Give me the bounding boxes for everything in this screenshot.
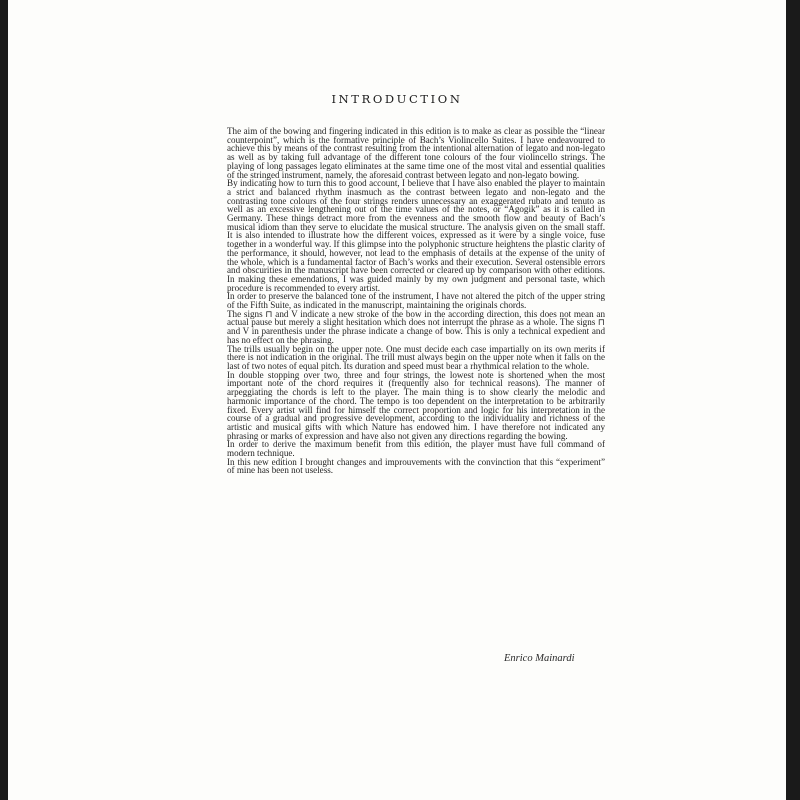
- book-page: [8, 0, 786, 800]
- paragraph-indicating: By indicating how to turn this to good account, I believe that I have also enabled the player to maintain a strict and balanced rhythm inasmuch as the contrast between legato and non-legato and the contrasting tone colours of the four strings renders unnecessary an exaggerated rubato and tenuto as well as an excessive lengthening out of the time values of the notes, or “Agogik” as it is called in Germany. These things detract more from the evenness and the smooth flow and beauty of Bach’s musical idiom than they serve to elucidate the musical structure. The analysis given on the small staff. It is also intended to illustrate how the different voices, expressed as it were by a single voice, fuse together in a wonderful way. If this glimpse into the polyphonic structure heightens the plastic clarity of the performance, it should, however, not lead to the emphasis of details at the expense of the unity of the whole, which is a fundamental factor of Bach’s works and their execution. Several ostensible errors and obscurities in the manuscript have been corrected or cleared up by comparison with other editions. In making these emendations, I was guided mainly by my own judgment and personal taste, which procedure is recommended to every artist.: [227, 178, 605, 293]
- paragraph-pitch: In order to preserve the balanced tone of the instrument, I have not altered the pitch of the upper string of the Fifth Suite, as indicated in the manuscript, maintaining the originals chords.: [227, 291, 605, 311]
- paragraph-trills: The trills usually begin on the upper note. One must decide each case impartially on its own merits if there is not indication in the original. The trill must always begin on the upper note when it falls on the last of two notes of equal pitch. Its duration and speed must bear a rhythmical relation to the whole.: [227, 343, 605, 371]
- page-title: INTRODUCTION: [331, 92, 463, 106]
- author-signature: Enrico Mainardi: [504, 653, 575, 664]
- paragraph-new-edition: In this new edition I brought changes and improuvements with the convinction that this “experiment” of mine has been not useless.: [227, 456, 605, 476]
- paragraph-technique: In order to derive the maximum benefit from this edition, the player must have full command of modern technique.: [227, 439, 605, 459]
- paragraph-aim: The aim of the bowing and fingering indicated in this edition is to make as clear as possible the “linear counterpoint”, which is the formative principle of Bach’s Violincello Suites. I have endeavoured to achieve this by means of the contrast resulting from the intentional alternation of legato and non-legato as well as by taking full advantage of the different tone colours of the four violincello strings. The playing of long passages legato eliminates at the same time one of the most vital and essential qualities of the stringed instrument, namely, the aforesaid contrast between legato and non-legato bowing.: [227, 126, 605, 180]
- introduction-body: [227, 127, 605, 475]
- paragraph-bow-signs: The signs ⊓ and V indicate a new stroke of the bow in the according direction, this does not mean an actual pause but merely a slight hesitation which does not interrupt the phrase as a whole. The signs ⊓ and V in parenthesis under the phrase indicate a change of bow. This is only a technical expedient and has no effect on the phrasing.: [227, 308, 605, 345]
- paragraph-double-stopping: In double stopping over two, three and four strings, the lowest note is shortened when the most important note of the chord requires it (frequently also for technical reasons). The manner of arpeggiating the chords is left to the player. The main thing is to show clearly the melodic and harmonic importance of the chord. The tempo is too dependent on the interpretation to be arbitrarily fixed. Every artist will find for himself the correct proportion and logic for his interpretation in the course of a gradual and progressive development, according to the individuality and richness of the artistic and musical gifts with which Nature has endowed him. I have therefore not indicated any phrasing or marks of expression and have also not given any directions regarding the bowing.: [227, 369, 605, 441]
